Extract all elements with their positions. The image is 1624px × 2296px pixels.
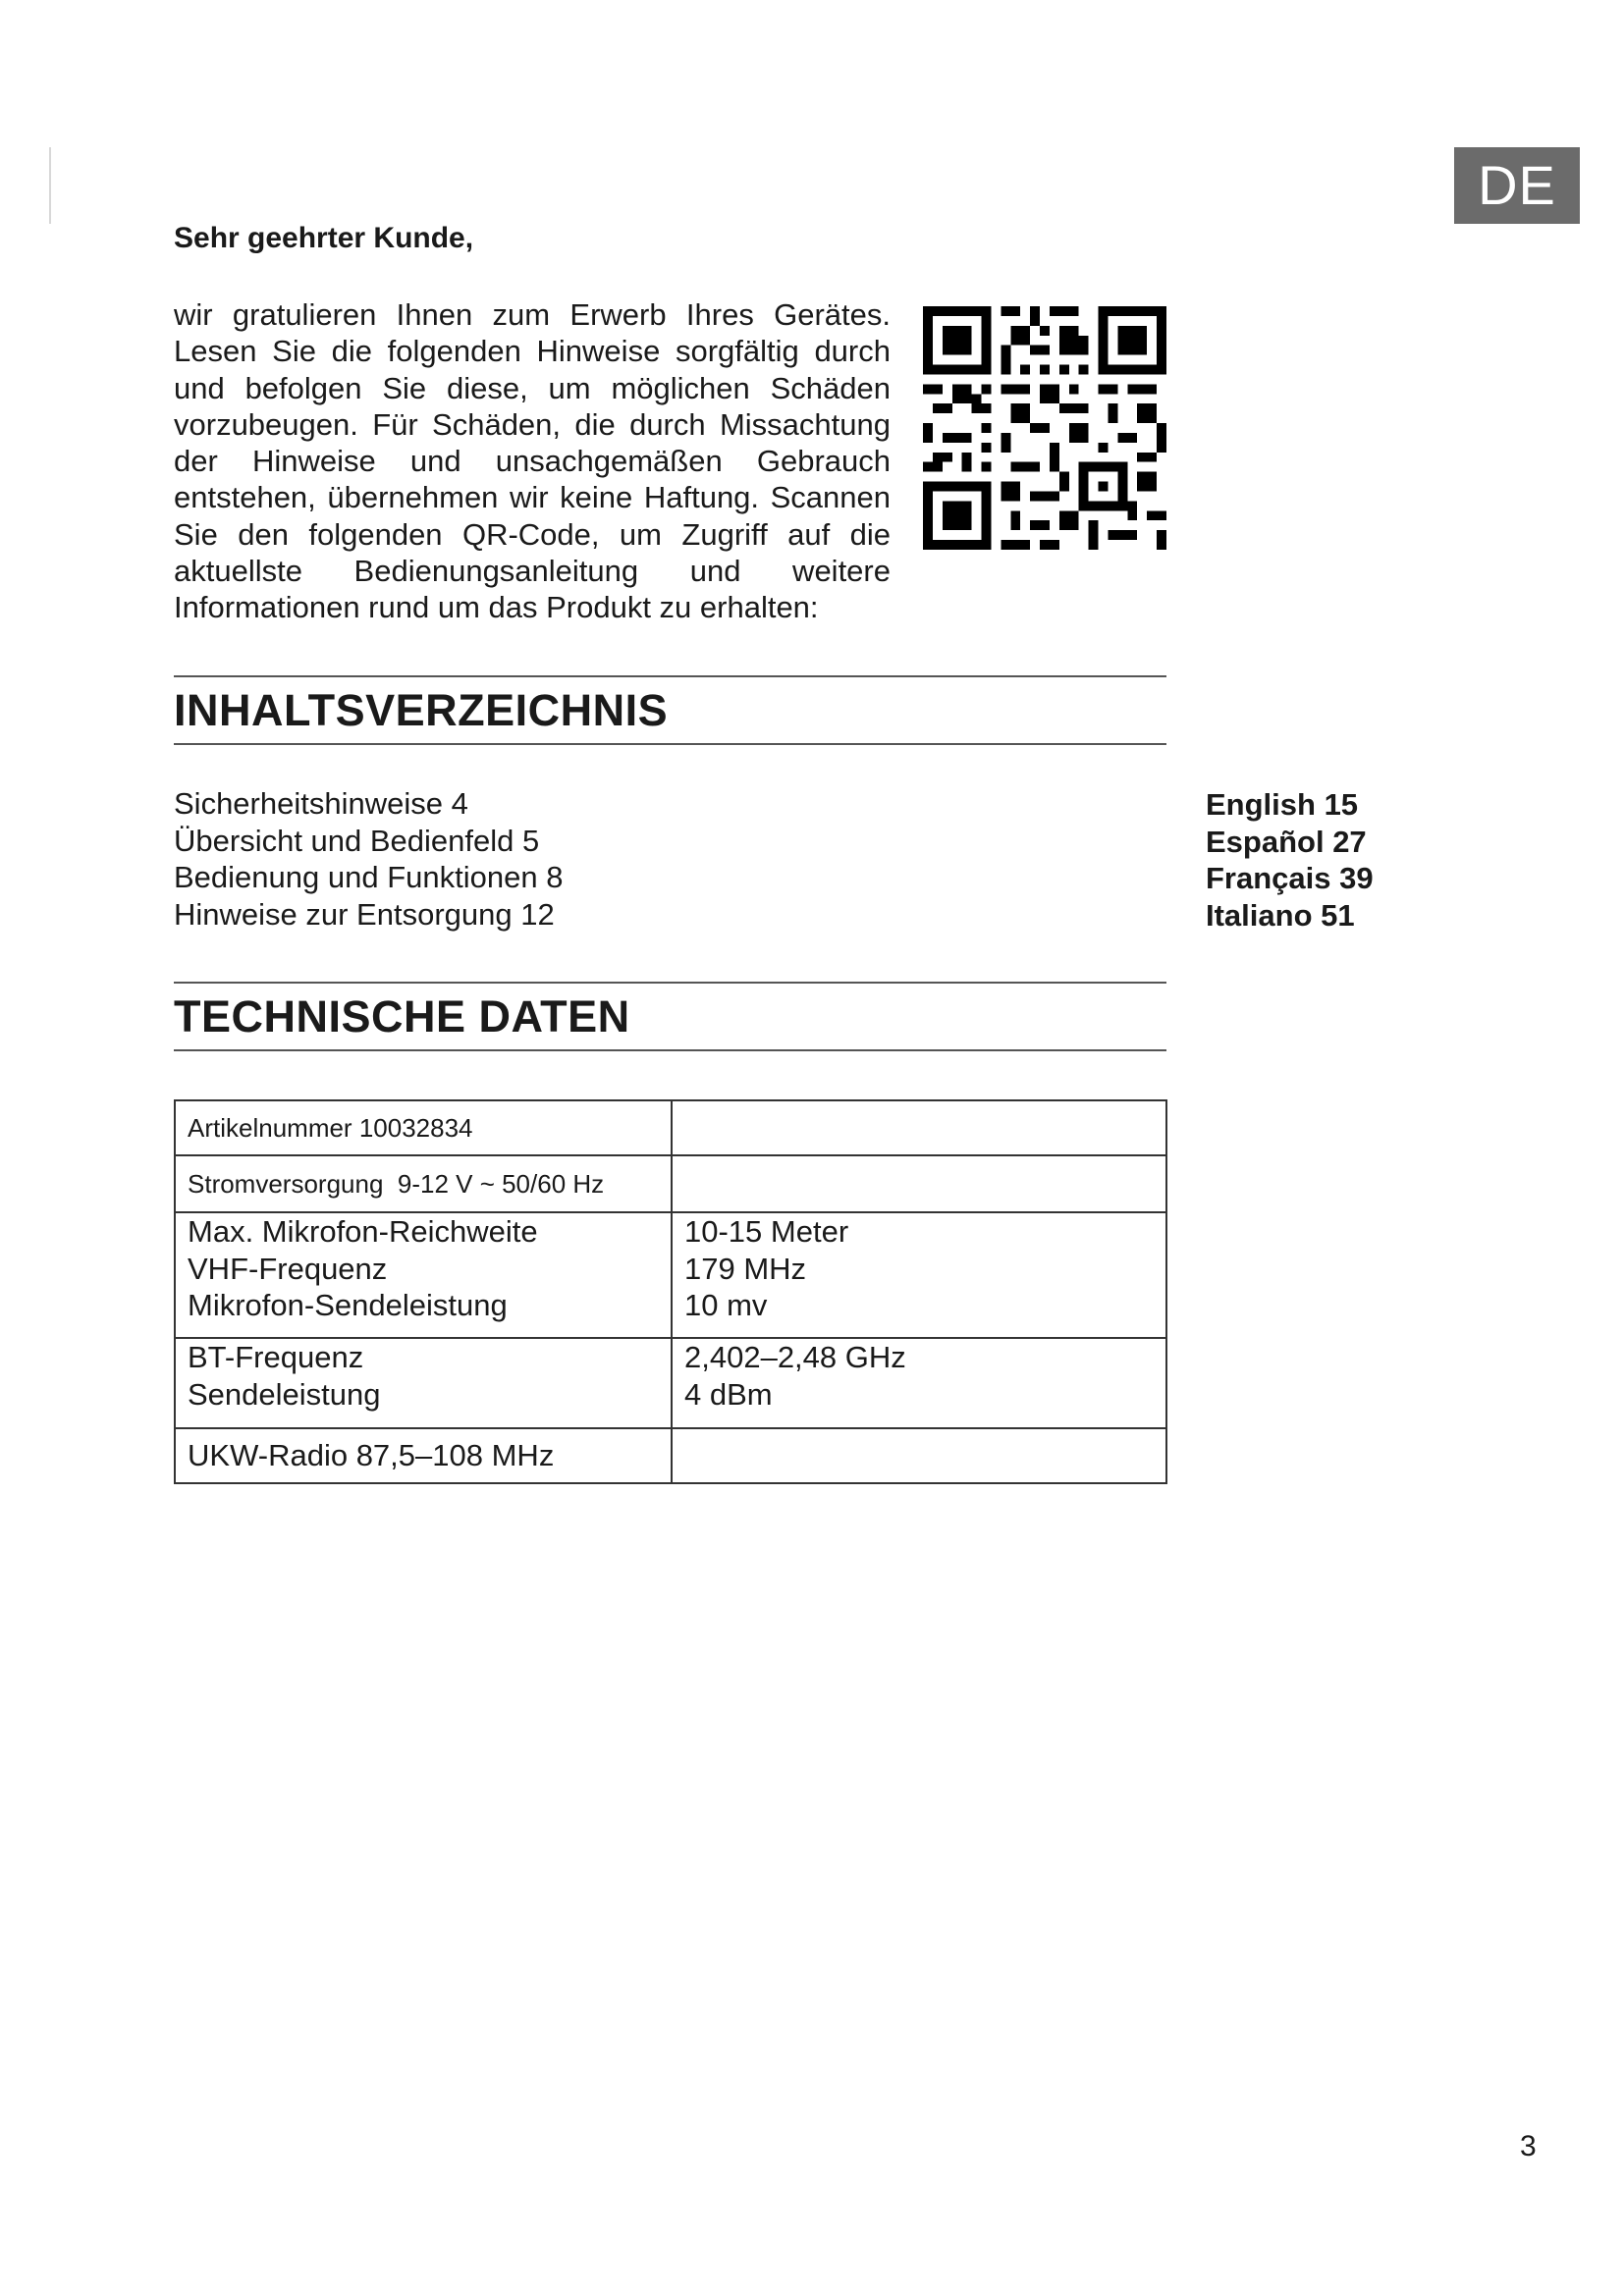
table-cell [672,1155,1166,1212]
toc-rule-top [174,675,1166,677]
table-cell [672,1100,1166,1155]
specs-table [174,1099,1167,1484]
language-tag: DE [1454,147,1580,224]
table-cell: UKW-Radio 87,5–108 MHz [175,1428,672,1483]
toc-rule-bottom [174,743,1166,745]
table-cell: 2,402–2,48 GHz 4 dBm [672,1338,1166,1428]
toc-title: INHALTSVERZEICHNIS [174,685,669,735]
page-number: 3 [1520,2130,1537,2163]
table-row [175,1212,1166,1338]
table-cell: 10-15 Meter 179 MHz 10 mv [672,1212,1166,1338]
toc-item[interactable]: Übersicht und Bedienfeld 5 [174,823,540,858]
specs-rule-top [174,982,1166,984]
intro-paragraph: wir gratulieren Ihnen zum Erwerb Ihres Gerätes. Lesen Sie die folgenden Hinweise sorgfältig durch und befolgen Sie diese, um möglichen Schäden vorzubeugen. Für Schäden, die durch Missachtung der Hinweise und unsachgemäßen Gebrauch entstehen, übernehmen wir keine Haftung. Scannen Sie den folgenden QR-Code, um Zugriff auf die aktuellste Bedienungsanleitung und weitere Informationen rund um das Produkt zu erhalten: [174,297,891,625]
table-cell [672,1428,1166,1483]
table-row [175,1100,1166,1155]
table-row [175,1338,1166,1428]
toc-item[interactable]: Bedienung und Funktionen 8 [174,860,564,894]
specs-title: TECHNISCHE DATEN [174,991,630,1041]
table-row [175,1428,1166,1483]
toc-item[interactable]: Hinweise zur Entsorgung 12 [174,896,555,932]
table-cell: Artikelnummer 10032834 [175,1100,672,1155]
table-cell: Max. Mikrofon-Reichweite VHF-Frequenz Mikrofon-Sendeleistung [175,1212,672,1338]
language-item-spanish[interactable]: Español 27 [1206,824,1367,859]
table-row [175,1155,1166,1212]
table-cell: BT-Frequenz Sendeleistung [175,1338,672,1428]
language-item-english[interactable]: English 15 [1206,787,1359,822]
language-item-french[interactable]: Français 39 [1206,861,1374,895]
qr-code [923,306,1166,550]
toc-list [174,785,563,933]
salutation: Sehr geehrter Kunde, [174,222,474,254]
toc-item[interactable]: Sicherheitshinweise 4 [174,786,468,821]
table-cell: Stromversorgung 9-12 V ~ 50/60 Hz [175,1155,672,1212]
specs-rule-bottom [174,1049,1166,1051]
language-item-italian[interactable]: Italiano 51 [1206,897,1355,933]
margin-line [49,147,51,224]
language-list [1206,786,1374,934]
